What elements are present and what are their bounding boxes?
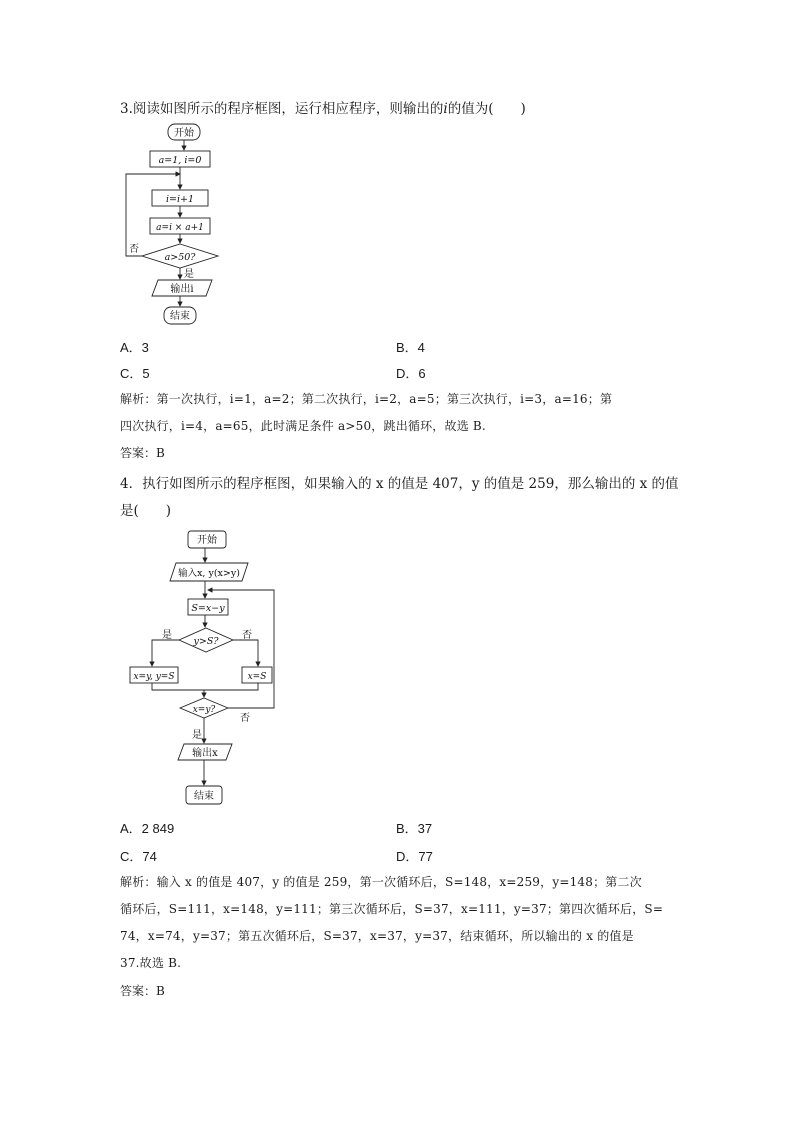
q4-no2-label: 否 bbox=[240, 713, 250, 724]
q4-flowchart bbox=[128, 528, 288, 808]
q4-left-label: x=y, y=S bbox=[133, 672, 175, 682]
q4-option-a: A．2 849 bbox=[120, 821, 175, 836]
q3-explanation-line1: 解析：第一次执行，i=1，a=2；第二次执行，i=2，a=5；第三次执行，i=3，a=16；第 bbox=[120, 392, 613, 406]
q4-end-label: 结束 bbox=[194, 791, 214, 802]
q3-step2-label: a=i × a+1 bbox=[156, 223, 204, 233]
q4-explanation-line4: 37.故选 B. bbox=[120, 956, 182, 970]
q3-end-label: 结束 bbox=[170, 311, 190, 322]
q3-explanation-line2: 四次执行，i=4，a=65，此时满足条件 a>50，跳出循环，故选 B. bbox=[120, 419, 486, 433]
q4-no1-label: 否 bbox=[242, 630, 252, 641]
q4-yes2-label: 是 bbox=[192, 730, 202, 741]
q3-output-label: 输出i bbox=[170, 284, 194, 295]
q3-flowchart bbox=[122, 122, 242, 332]
q3-yes-label: 是 bbox=[184, 269, 194, 280]
q4-answer: 答案：B bbox=[120, 984, 165, 998]
q4-option-c: C．74 bbox=[120, 849, 157, 864]
q3-step1-label: i=i+1 bbox=[165, 194, 195, 205]
q4-option-d: D．77 bbox=[396, 849, 433, 864]
q4-option-b: B．37 bbox=[396, 821, 433, 836]
q3-option-d: D．6 bbox=[396, 366, 426, 381]
q3-option-a: A．3 bbox=[120, 340, 149, 355]
q4-stem-line2: 是( ) bbox=[120, 503, 172, 519]
q3-option-b: B．4 bbox=[396, 340, 425, 355]
q4-condition2-label: x=y? bbox=[192, 705, 216, 715]
q4-explanation-line2: 循环后，S=111，x=148，y=111；第三次循环后，S=37，x=111，y=37；第四次循环后，S= bbox=[120, 902, 664, 916]
q4-start-label: 开始 bbox=[197, 535, 217, 546]
q4-stem-line1: 4．执行如图所示的程序框图，如果输入的 x 的值是 407，y 的值是 259，那么输出的 x 的值 bbox=[120, 476, 679, 492]
q3-answer: 答案：B bbox=[120, 446, 165, 460]
q4-explanation-line1: 解析：输入 x 的值是 407，y 的值是 259，第一次循环后，S=148，x=259，y=148；第二次 bbox=[120, 875, 642, 889]
q3-stem: 3.阅读如图所示的程序框图，运行相应程序，则输出的i的值为( ) bbox=[120, 101, 526, 117]
q3-no-label: 否 bbox=[129, 244, 139, 255]
q4-input-label: 输入x, y(x>y) bbox=[178, 568, 240, 579]
q3-init-label: a=1, i=0 bbox=[158, 155, 202, 166]
q3-start-label: 开始 bbox=[174, 128, 194, 139]
q3-condition-label: a>50? bbox=[164, 252, 196, 263]
q4-calc-label: S=x−y bbox=[191, 603, 225, 614]
q4-right-label: x=S bbox=[247, 672, 267, 682]
q3-option-c: C．5 bbox=[120, 366, 150, 381]
q4-yes1-label: 是 bbox=[162, 630, 172, 641]
q4-output-label: 输出x bbox=[192, 748, 218, 759]
q4-explanation-line3: 74，x=74，y=37；第五次循环后，S=37，x=37，y=37，结束循环，所以输出的 x 的值是 bbox=[120, 929, 634, 943]
q4-condition1-label: y>S? bbox=[193, 636, 219, 647]
